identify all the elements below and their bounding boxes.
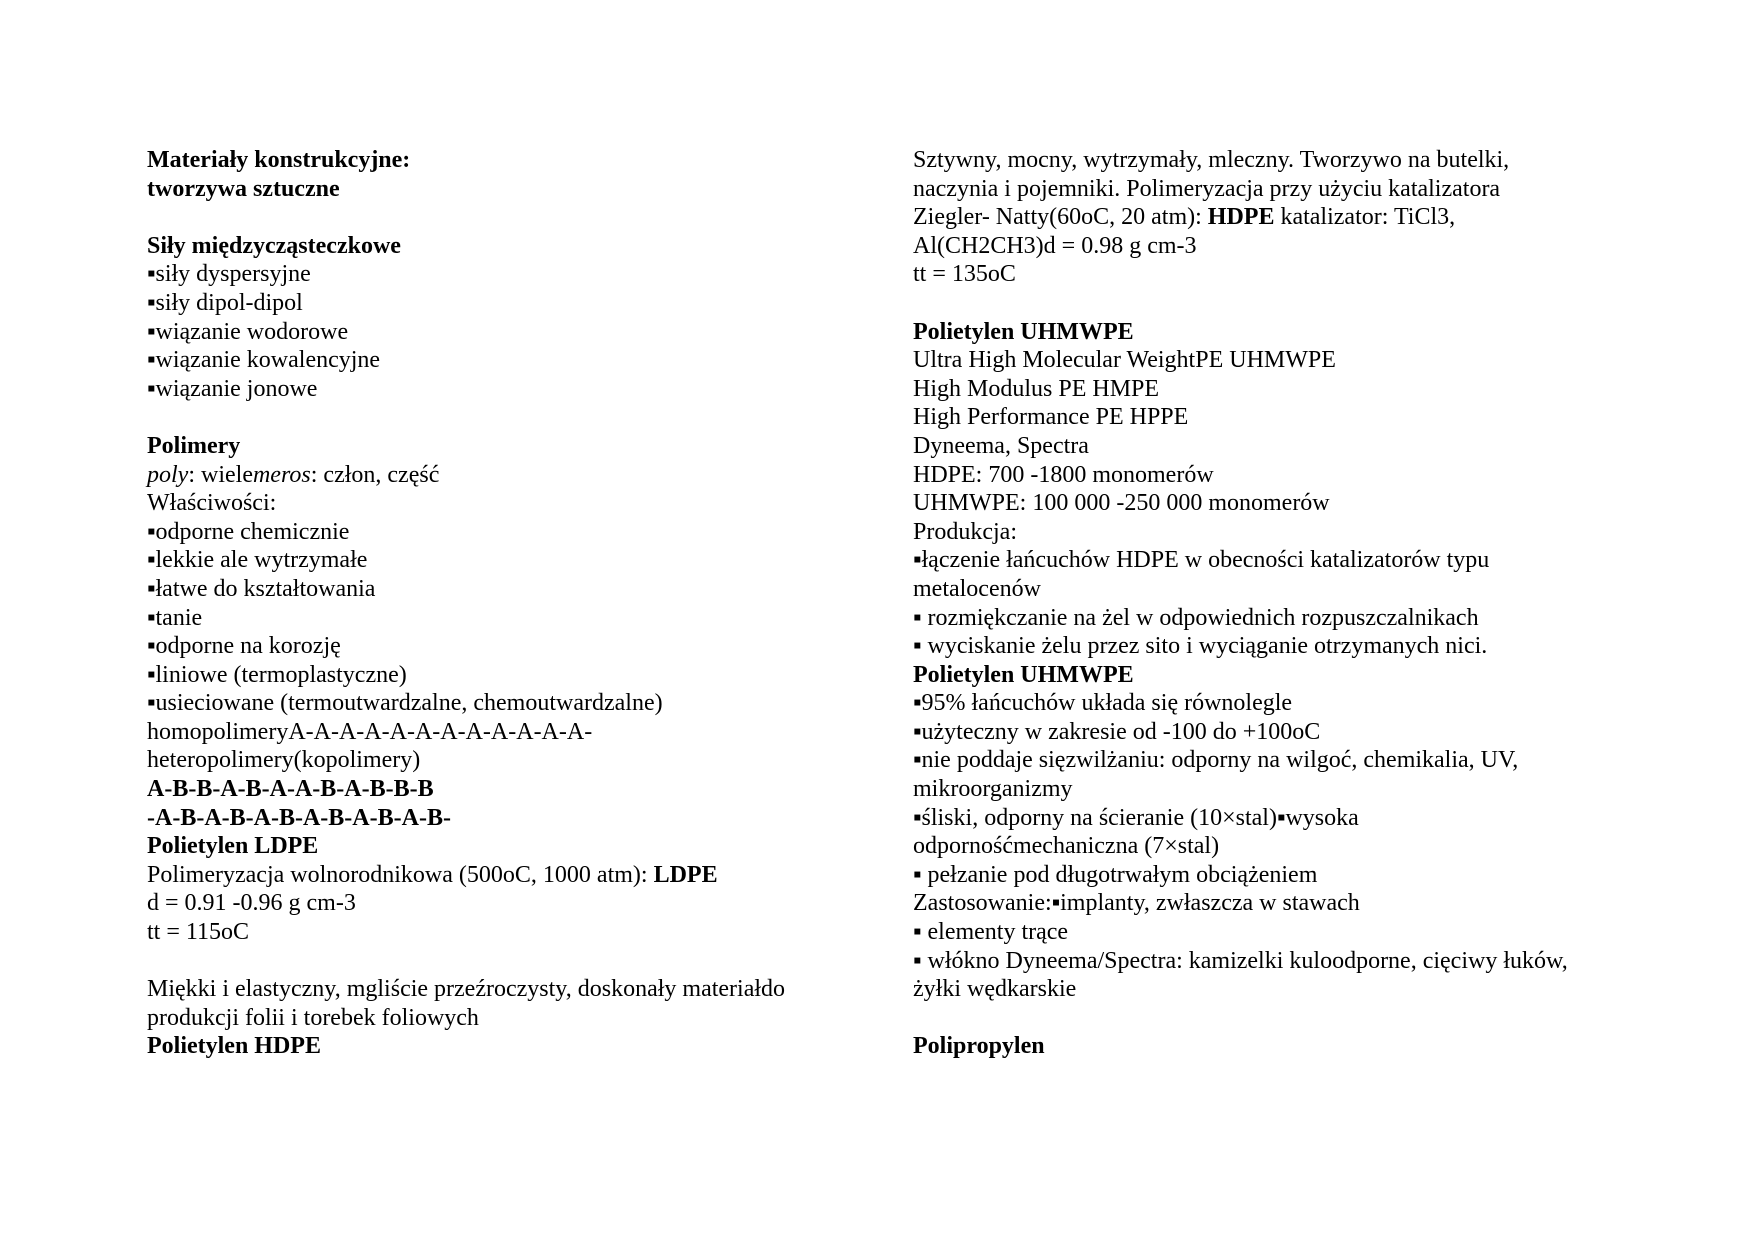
list-item: ▪siły dyspersyjne [147,261,311,288]
ldpe-density: d = 0.91 -0.96 g cm-3 [147,890,356,917]
list-item: Ultra High Molecular WeightPE UHMWPE [913,347,1336,374]
spacer [913,289,1633,318]
meros-word: meros [252,461,311,488]
section-heading-uhmwpe-2: Polietylen UHMWPE [913,661,1134,688]
list-item: mikroorganizmy [913,776,1073,803]
list-item: ▪wiązanie jonowe [147,375,318,402]
section-heading-polimery: Polimery [147,432,241,459]
list-item: ▪ pełzanie pod długotrwałym obciążeniem [913,861,1318,888]
meros-meaning: : człon, część [310,461,440,488]
section-heading-polypropylene: Polipropylen [913,1033,1045,1060]
list-item: ▪ elementy trące [913,919,1069,946]
etymology-line [147,461,847,490]
list-item: ▪nie poddaje sięzwilżaniu: odporny na wilgoć, chemikalia, UV, [913,747,1519,774]
hdpe-density: Al(CH2CH3)d = 0.98 g cm-3 [913,232,1197,259]
list-item: ▪wiązanie wodorowe [147,318,349,345]
list-item: HDPE: 700 -1800 monomerów [913,461,1214,488]
document-title-line-1: Materiały konstrukcyjne: [147,147,411,173]
list-item: ▪ wyciskanie żelu przez sito i wyciąganie otrzymanych nici. [913,633,1488,660]
right-column [913,146,1633,1061]
list-item: żyłki wędkarskie [913,976,1077,1003]
ldpe-polymerization-line [147,861,847,890]
spacer [147,403,847,432]
section-heading-ldpe: Polietylen LDPE [147,833,319,860]
hdpe-catalyst-rest: katalizator: TiCl3, [1274,204,1456,231]
properties-label: Właściwości: [147,490,277,517]
homopolymer-line: homopolimeryA-A-A-A-A-A-A-A-A-A-A-A- [147,718,593,745]
hdpe-melting: tt = 135oC [913,261,1016,288]
list-item: ▪siły dipol-dipol [147,289,303,316]
list-item: ▪ rozmiękczanie na żel w odpowiednich rozpuszczalnikach [913,604,1479,631]
sequence-line: -A-B-A-B-A-B-A-B-A-B-A-B- [147,804,451,831]
list-item: ▪wiązanie kowalencyjne [147,347,381,374]
ldpe-polymerization-text: Polimeryzacja wolnorodnikowa (500oC, 1000 atm): [147,861,654,888]
section-heading-uhmwpe: Polietylen UHMWPE [913,318,1134,345]
list-item: Dyneema, Spectra [913,432,1089,459]
list-item: High Performance PE HPPE [913,404,1189,431]
list-item: ▪łatwe do kształtowania [147,575,376,602]
spacer [147,203,847,232]
list-item: UHMWPE: 100 000 -250 000 monomerów [913,490,1330,517]
list-item: ▪usieciowane (termoutwardzalne, chemoutwardzalne) [147,690,663,717]
hdpe-description: Sztywny, mocny, wytrzymały, mleczny. Tworzywo na butelki, [913,147,1510,173]
ldpe-melting: tt = 115oC [147,919,249,946]
list-item: ▪ włókno Dyneema/Spectra: kamizelki kuloodporne, cięciwy łuków, [913,947,1568,974]
list-item: Zastosowanie:▪implanty, zwłaszcza w stawach [913,890,1360,917]
list-item: ▪odporne na korozję [147,633,341,660]
list-item: metalocenów [913,575,1041,602]
list-item: ▪łączenie łańcuchów HDPE w obecności katalizatorów typu [913,547,1490,574]
hdpe-description: naczynia i pojemniki. Polimeryzacja przy użyciu katalizatora [913,175,1501,202]
list-item: ▪odporne chemicznie [147,518,350,545]
hdpe-catalyst-text: Ziegler- Natty(60oC, 20 atm): [913,204,1208,231]
hdpe-catalyst-line [913,203,1633,232]
list-item: ▪liniowe (termoplastyczne) [147,661,407,688]
list-item: High Modulus PE HMPE [913,375,1160,402]
list-item: ▪śliski, odporny na ścieranie (10×stal)▪wysoka [913,804,1359,831]
section-heading-hdpe: Polietylen HDPE [147,1033,321,1060]
ldpe-description: Miękki i elastyczny, mgliście przeźroczysty, doskonały materiałdo [147,976,786,1003]
poly-meaning: : wiele [188,461,253,488]
hdpe-abbrev: HDPE [1207,204,1275,231]
spacer [913,1004,1633,1033]
document-title-line-2: tworzywa sztuczne [147,175,340,202]
ldpe-description: produkcji folii i torebek foliowych [147,1004,479,1031]
list-item: odpornośćmechaniczna (7×stal) [913,833,1220,860]
list-item: ▪użyteczny w zakresie od -100 do +100oC [913,718,1321,745]
list-item: ▪tanie [147,604,203,631]
heteropolymer-line: heteropolimery(kopolimery) [147,747,421,774]
sequence-line: A-B-B-A-B-A-A-B-A-B-B-B [147,776,434,803]
list-item: ▪95% łańcuchów układa się równolegle [913,690,1293,717]
ldpe-abbrev: LDPE [653,861,718,888]
list-item: ▪lekkie ale wytrzymałe [147,547,368,574]
list-item: Produkcja: [913,518,1017,545]
left-column [147,146,847,1061]
poly-word: poly [147,461,189,488]
spacer [147,947,847,976]
section-heading-sily: Siły międzycząsteczkowe [147,232,401,259]
